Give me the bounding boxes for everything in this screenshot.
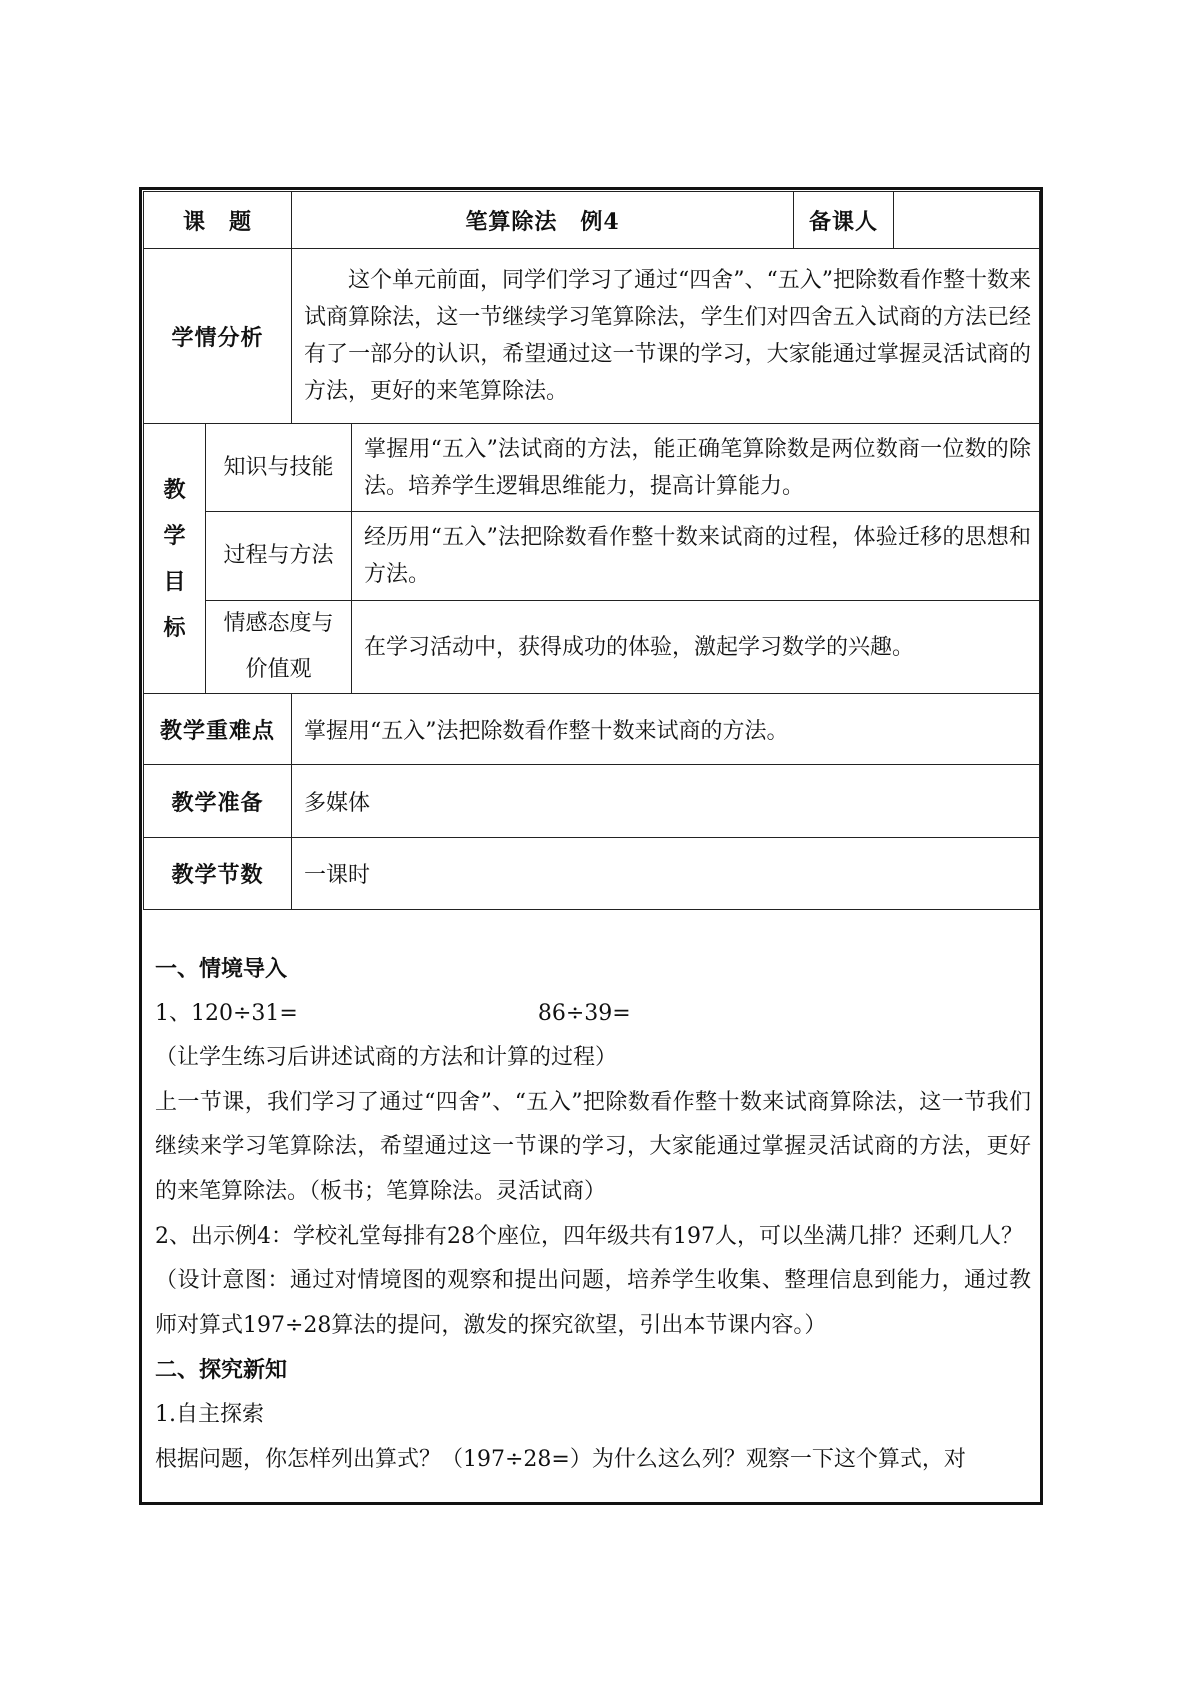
- section-title: 二、探究新知: [155, 1357, 288, 1384]
- exercise-2: 86÷39=: [537, 1000, 631, 1026]
- objective-row: [144, 424, 1040, 512]
- knowledge-skills-label: 知识与技能: [206, 424, 352, 512]
- key-points-label: 教学重难点: [144, 694, 292, 765]
- topic-row: [144, 192, 1040, 249]
- attitude-label-line1: 情感态度与: [223, 611, 334, 636]
- key-points-text: 掌握用“五入”法把除数看作整十数来试商的方法。: [292, 694, 1040, 765]
- example-paragraph: 2、出示例4：学校礼堂每排有28个座位，四年级共有197人，可以坐满几排？还剩几人？: [155, 1223, 1023, 1249]
- lesson-table: [143, 191, 1040, 910]
- attitude-values-text: 在学习活动中，获得成功的体验，激起学习数学的兴趣。: [352, 601, 1040, 694]
- objective-row: [144, 601, 1040, 694]
- objectives-char: 学: [163, 522, 186, 549]
- exercise-1: 1、120÷31=: [155, 1000, 298, 1026]
- design-intent-paragraph: （设计意图：通过对情境图的观察和提出问题，培养学生收集、整理信息到能力，通过教师对算式197÷28算法的提问，激发的探究欲望，引出本节课内容。）: [155, 1268, 1031, 1338]
- intro-paragraph: 上一节课，我们学习了通过“四舍”、“五入”把除数看作整十数来试商算除法，这一节我们继续来学习笔算除法，希望通过这一节课的学习，大家能通过掌握灵活试商的方法，更好的来笔算除法。（板书；笔算除法。灵活试商）: [155, 1089, 1031, 1204]
- topic-label: 课 题: [144, 192, 292, 249]
- periods-text: 一课时: [292, 838, 1040, 910]
- preparation-row: [144, 765, 1040, 838]
- topic-value: 笔算除法 例4: [292, 192, 794, 249]
- objectives-char: 标: [163, 614, 186, 641]
- objectives-char: 目: [163, 568, 186, 595]
- objectives-char: 教: [163, 476, 186, 503]
- analysis-row: [144, 249, 1040, 424]
- process-method-text: 经历用“五入”法把除数看作整十数来试商的过程，体验迁移的思想和方法。: [352, 512, 1040, 601]
- analysis-label: 学情分析: [144, 249, 292, 424]
- process-method-label: 过程与方法: [206, 512, 352, 601]
- key-points-row: [144, 694, 1040, 765]
- analysis-text: 这个单元前面，同学们学习了通过“四舍”、“五入”把除数看作整十数来试商算除法，这一节继续学习笔算除法，学生们对四舍五入试商的方法已经有了一部分的认识，希望通过这一节课的学习，大家能通过掌握灵活试商的方法，更好的来笔算除法。: [292, 249, 1040, 424]
- note-line: （让学生练习后讲述试商的方法和计算的过程）: [155, 1045, 618, 1071]
- attitude-values-label: [206, 601, 352, 694]
- periods-label: 教学节数: [144, 838, 292, 910]
- section-title: 一、情境导入: [155, 956, 288, 982]
- explore-paragraph: 根据问题，你怎样列出算式？（197÷28=）为什么这么列？观察一下这个算式，对: [155, 1446, 966, 1472]
- preparer-label: 备课人: [794, 192, 894, 249]
- objective-row: [144, 512, 1040, 601]
- objectives-label: [144, 424, 206, 694]
- preparation-text: 多媒体: [292, 765, 1040, 838]
- subsection-title: 1.自主探索: [155, 1401, 264, 1427]
- preparation-label: 教学准备: [144, 765, 292, 838]
- preparer-value: [894, 192, 1040, 249]
- periods-row: [144, 838, 1040, 910]
- attitude-label-line2: 价值观: [245, 657, 312, 682]
- teaching-process: [143, 947, 1039, 1501]
- knowledge-skills-text: 掌握用“五入”法试商的方法，能正确笔算除数是两位数商一位数的除法。培养学生逻辑思维能力，提高计算能力。: [352, 424, 1040, 512]
- exercise-line: [143, 992, 1039, 1037]
